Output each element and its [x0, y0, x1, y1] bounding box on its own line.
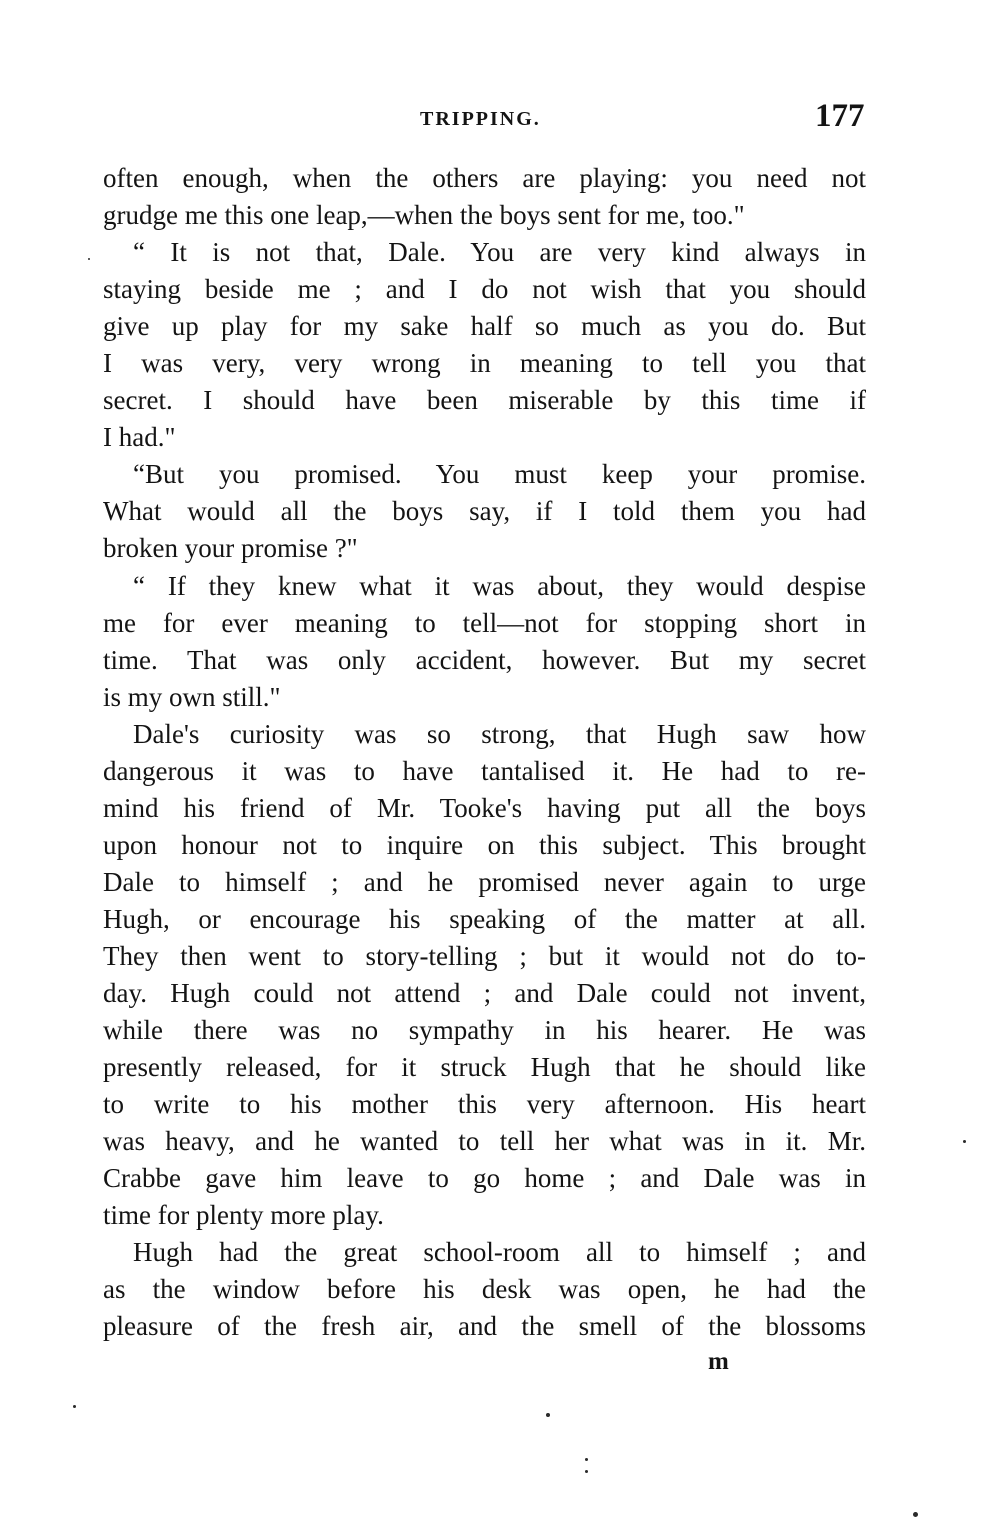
text-line: Hugh, or encourage his speaking of the matter at all.	[103, 903, 866, 934]
running-head	[0, 98, 1005, 138]
text-line: They then went to story-telling ; but it would not do to-	[103, 940, 866, 971]
text-line: upon honour not to inquire on this subject. This brought	[103, 829, 866, 860]
text-line: day. Hugh could not attend ; and Dale could not invent,	[103, 978, 866, 1009]
ink-speck	[88, 258, 90, 260]
text-line: pleasure of the fresh air, and the smell of the blossoms	[103, 1311, 866, 1342]
ink-speck	[963, 1140, 966, 1143]
text-line: often enough, when the others are playing: you need not	[103, 163, 866, 193]
body-text	[103, 160, 866, 1346]
text-line: dangerous it was to have tantalised it. He had to re-	[103, 755, 866, 786]
paragraph-first-line: “But you promised. You must keep your promise.	[133, 459, 866, 490]
signature-mark: m	[708, 1348, 729, 1375]
running-title: TRIPPING.	[420, 108, 541, 130]
paragraph-first-line: Hugh had the great school-room all to himself ; and	[133, 1237, 866, 1268]
ink-speck	[73, 1405, 76, 1408]
paragraph-first-line: “ It is not that, Dale. You are very kind always in	[133, 237, 866, 268]
text-line: to write to his mother this very afternoon. His heart	[103, 1089, 866, 1120]
ink-speck	[585, 1470, 588, 1473]
text-line: give up play for my sake half so much as you do. But	[103, 311, 866, 342]
text-line: secret. I should have been miserable by this time if	[103, 385, 866, 416]
ink-speck	[913, 1512, 918, 1517]
ink-speck	[585, 1458, 588, 1461]
text-line: time. That was only accident, however. But my secret	[103, 644, 866, 675]
text-line: staying beside me ; and I do not wish that you should	[103, 274, 866, 305]
text-line: is my own still."	[103, 681, 281, 712]
text-line: while there was no sympathy in his hearer. He was	[103, 1015, 866, 1046]
text-line: Crabbe gave him leave to go home ; and Dale was in	[103, 1163, 866, 1194]
text-line: as the window before his desk was open, he had the	[103, 1274, 866, 1305]
text-line: mind his friend of Mr. Tooke's having put all the boys	[103, 792, 866, 823]
text-line: time for plenty more play.	[103, 1200, 384, 1231]
text-line: Dale to himself ; and he promised never again to urge	[103, 866, 866, 897]
text-line: broken your promise ?"	[103, 533, 358, 564]
ink-speck	[546, 1413, 550, 1417]
page-number: 177	[815, 98, 865, 134]
text-line: What would all the boys say, if I told them you had	[103, 496, 866, 527]
text-line: was heavy, and he wanted to tell her what was in it. Mr.	[103, 1126, 866, 1157]
paragraph-first-line: Dale's curiosity was so strong, that Hugh saw how	[133, 718, 866, 749]
text-line: I had."	[103, 422, 176, 453]
text-line: I was very, very wrong in meaning to tell you that	[103, 348, 866, 379]
text-line: me for ever meaning to tell—not for stopping short in	[103, 607, 866, 638]
paragraph-first-line: “ If they knew what it was about, they would despise	[133, 570, 866, 601]
text-line: grudge me this one leap,—when the boys sent for me, too."	[103, 200, 745, 231]
text-line: presently released, for it struck Hugh that he should like	[103, 1052, 866, 1083]
